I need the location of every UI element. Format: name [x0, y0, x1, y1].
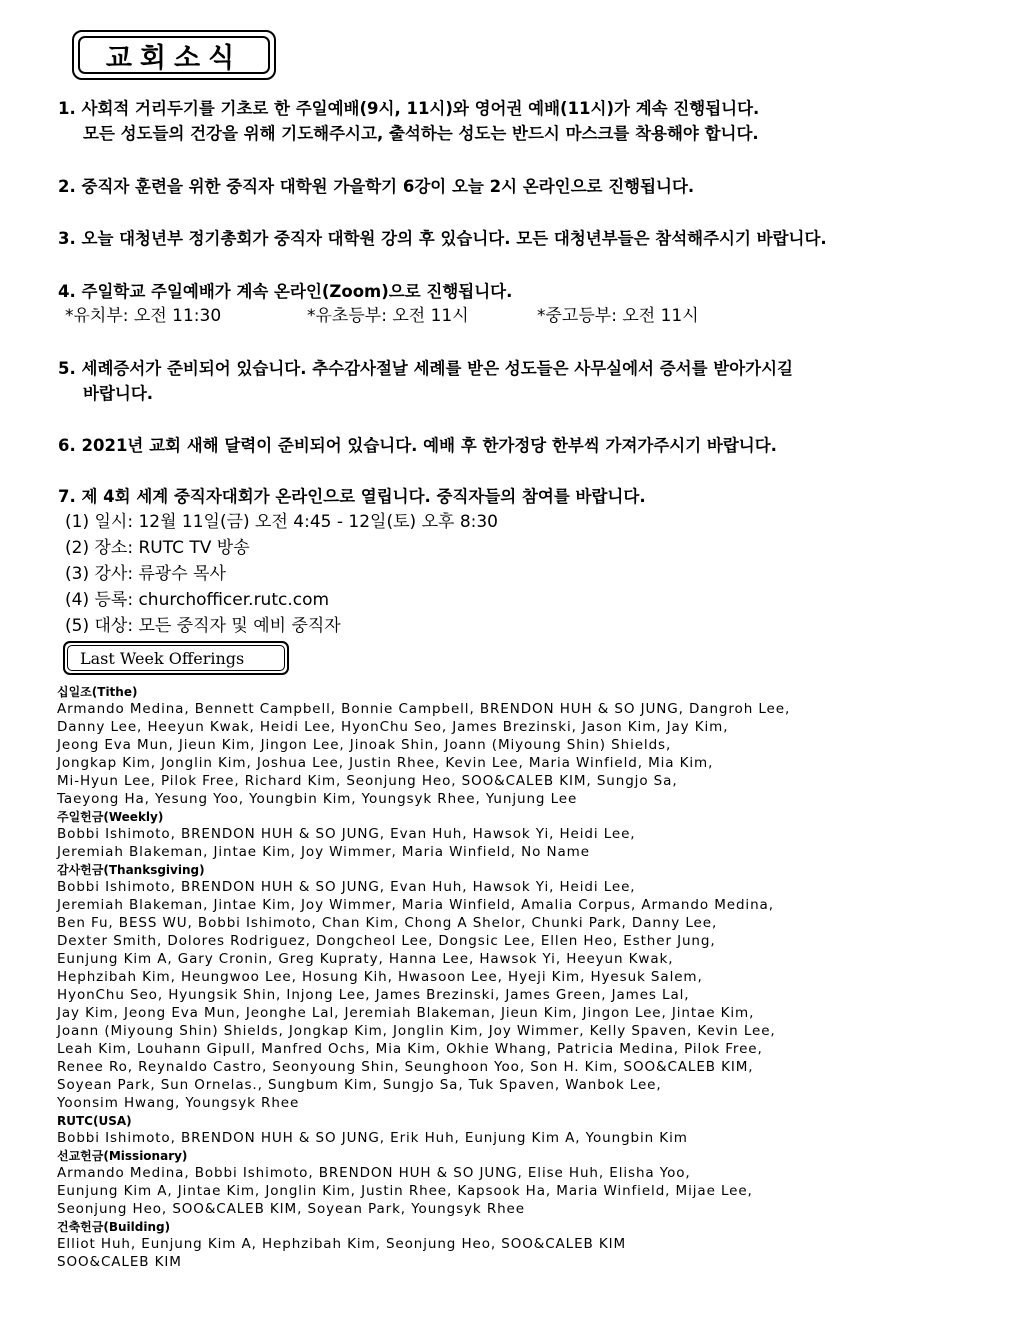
announcement-text: 오늘 대청년부 정기총회가 중직자 대학원 강의 후 있습니다. 모든 대청년부들은 참석해주시기 바랍니다. — [81, 229, 827, 248]
offering-category: 주일헌금(Weekly) — [57, 810, 164, 824]
offering-section-thanksgiving — [57, 863, 957, 1112]
offering-section-missionary — [57, 1149, 957, 1218]
announcement-text-continued: 모든 성도들의 건강을 위해 기도해주시고, 출석하는 성도는 반드시 마스크를 착용해야 합니다. — [83, 124, 759, 143]
donor-line: Bobbi Ishimoto, BRENDON HUH & SO JUNG, Evan Huh, Hawsok Yi, Heidi Lee, — [57, 826, 636, 842]
donor-line: Bobbi Ishimoto, BRENDON HUH & SO JUNG, Erik Huh, Eunjung Kim A, Youngbin Kim — [57, 1130, 688, 1146]
donor-line: Leah Kim, Louhann Gipull, Manfred Ochs, Mia Kim, Okhie Whang, Patricia Medina, Pilok Free, — [57, 1041, 763, 1057]
donor-line: Joann (Miyoung Shin) Shields, Jongkap Kim, Jonglin Kim, Joy Wimmer, Kelly Spaven, Kevin Lee, — [57, 1023, 776, 1039]
donor-line: Soyean Park, Sun Ornelas., Sungbum Kim, Sungjo Sa, Tuk Spaven, Wanbok Lee, — [57, 1077, 662, 1093]
conference-registration: (4) 등록: churchofficer.rutc.com — [65, 590, 330, 610]
announcement-text: 주일학교 주일예배가 계속 온라인(Zoom)으로 진행됩니다. — [81, 282, 513, 301]
announcement-number: 7. — [58, 487, 76, 506]
conference-date: (1) 일시: 12월 11일(금) 오전 4:45 - 12일(토) 오후 8:30 — [65, 512, 498, 532]
donor-line: Eunjung Kim A, Jintae Kim, Jonglin Kim, Justin Rhee, Kapsook Ha, Maria Winfield, Mijae Lee, — [57, 1183, 753, 1199]
conference-location: (2) 장소: RUTC TV 방송 — [65, 538, 250, 558]
donor-line: Seonjung Heo, SOO&CALEB KIM, Soyean Park, Youngsyk Rhee — [57, 1201, 525, 1217]
donor-line: SOO&CALEB KIM — [57, 1254, 182, 1270]
offering-category: RUTC(USA) — [57, 1114, 132, 1128]
donor-line: Armando Medina, Bennett Campbell, Bonnie Campbell, BRENDON HUH & SO JUNG, Dangroh Lee, — [57, 701, 791, 717]
offering-section-building — [57, 1220, 957, 1271]
offering-category: 선교헌금(Missionary) — [57, 1149, 188, 1163]
donor-line: Ben Fu, BESS WU, Bobbi Ishimoto, Chan Kim, Chong A Shelor, Chunki Park, Danny Lee, — [57, 915, 718, 931]
conference-speaker: (3) 강사: 류광수 목사 — [65, 564, 226, 584]
donor-line: Taeyong Ha, Yesung Yoo, Youngbin Kim, Youngsyk Rhee, Yunjung Lee — [57, 791, 578, 807]
donor-line: Bobbi Ishimoto, BRENDON HUH & SO JUNG, Evan Huh, Hawsok Yi, Heidi Lee, — [57, 879, 636, 895]
announcement-number: 3. — [58, 229, 76, 248]
donor-line: Dexter Smith, Dolores Rodriguez, Dongcheol Lee, Dongsic Lee, Ellen Heo, Esther Jung, — [57, 933, 716, 949]
donor-line: Jeremiah Blakeman, Jintae Kim, Joy Wimmer, Maria Winfield, Amalia Corpus, Armando Medina, — [57, 897, 774, 913]
donor-line: Danny Lee, Heeyun Kwak, Heidi Lee, HyonChu Seo, James Brezinski, Jason Kim, Jay Kim, — [57, 719, 729, 735]
offering-category: 건축헌금(Building) — [57, 1220, 171, 1234]
announcement-3 — [58, 226, 827, 251]
youth-time: *중고등부: 오전 11시 — [537, 306, 699, 326]
page-title: 교회소식 — [78, 36, 270, 74]
announcement-4 — [58, 279, 512, 304]
announcement-text: 2021년 교회 새해 달력이 준비되어 있습니다. 예배 후 한가정당 한부씩 가져가주시기 바랍니다. — [81, 436, 777, 455]
conference-audience: (5) 대상: 모든 중직자 및 예비 중직자 — [65, 616, 341, 636]
donor-line: Mi-Hyun Lee, Pilok Free, Richard Kim, Seonjung Heo, SOO&CALEB KIM, Sungjo Sa, — [57, 773, 678, 789]
donor-line: Armando Medina, Bobbi Ishimoto, BRENDON HUH & SO JUNG, Elise Huh, Elisha Yoo, — [57, 1165, 691, 1181]
announcement-text: 세례증서가 준비되어 있습니다. 추수감사절날 세례를 받은 성도들은 사무실에서 증서를 받아가시길 — [81, 359, 793, 378]
title-box — [72, 30, 276, 80]
offerings-list — [57, 685, 957, 1271]
announcement-number: 2. — [58, 177, 76, 196]
announcement-text: 사회적 거리두기를 기초로 한 주일예배(9시, 11시)와 영어권 예배(11시)가 계속 진행됩니다. — [81, 99, 760, 118]
donor-line: Renee Ro, Reynaldo Castro, Seonyoung Shin, Seunghoon Yoo, Son H. Kim, SOO&CALEB KIM, — [57, 1059, 754, 1075]
announcement-number: 5. — [58, 359, 76, 378]
donor-line: Jongkap Kim, Jonglin Kim, Joshua Lee, Justin Rhee, Kevin Lee, Maria Winfield, Mia Kim, — [57, 755, 714, 771]
kindergarten-time: *유치부: 오전 11:30 — [65, 306, 222, 326]
offering-section-weekly — [57, 810, 957, 861]
donor-line: Elliot Huh, Eunjung Kim A, Hephzibah Kim, Seonjung Heo, SOO&CALEB KIM — [57, 1236, 627, 1252]
offerings-title-box — [63, 641, 289, 675]
announcement-text-continued: 바랍니다. — [83, 384, 154, 403]
announcement-text: 중직자 훈련을 위한 중직자 대학원 가을학기 6강이 오늘 2시 온라인으로 진행됩니다. — [81, 177, 695, 196]
offerings-title: Last Week Offerings — [67, 645, 285, 671]
announcement-7 — [58, 484, 646, 509]
offering-section-rutc — [57, 1114, 957, 1147]
offering-section-tithe — [57, 685, 957, 808]
announcement-number: 1. — [58, 99, 76, 118]
donor-line: Jeremiah Blakeman, Jintae Kim, Joy Wimmer, Maria Winfield, No Name — [57, 844, 590, 860]
announcement-text: 제 4회 세계 중직자대회가 온라인으로 열립니다. 중직자들의 참여를 바랍니다. — [81, 487, 646, 506]
donor-line: HyonChu Seo, Hyungsik Shin, Injong Lee, James Brezinski, James Green, James Lal, — [57, 987, 690, 1003]
announcement-6 — [58, 433, 777, 458]
elementary-time: *유초등부: 오전 11시 — [307, 306, 469, 326]
donor-line: Hephzibah Kim, Heungwoo Lee, Hosung Kih, Hwasoon Lee, Hyeji Kim, Hyesuk Salem, — [57, 969, 703, 985]
announcement-number: 6. — [58, 436, 76, 455]
donor-line: Yoonsim Hwang, Youngsyk Rhee — [57, 1095, 300, 1111]
announcement-2 — [58, 174, 694, 199]
announcement-5 — [58, 356, 793, 406]
donor-line: Eunjung Kim A, Gary Cronin, Greg Kupraty, Hanna Lee, Hawsok Yi, Heeyun Kwak, — [57, 951, 674, 967]
announcement-number: 4. — [58, 282, 76, 301]
announcement-1 — [58, 96, 759, 146]
offering-category: 십일조(Tithe) — [57, 685, 138, 699]
donor-line: Jay Kim, Jeong Eva Mun, Jeonghe Lal, Jeremiah Blakeman, Jieun Kim, Jingon Lee, Jintae Kim, — [57, 1005, 755, 1021]
donor-line: Jeong Eva Mun, Jieun Kim, Jingon Lee, Jinoak Shin, Joann (Miyoung Shin) Shields, — [57, 737, 672, 753]
offering-category: 감사헌금(Thanksgiving) — [57, 863, 205, 877]
